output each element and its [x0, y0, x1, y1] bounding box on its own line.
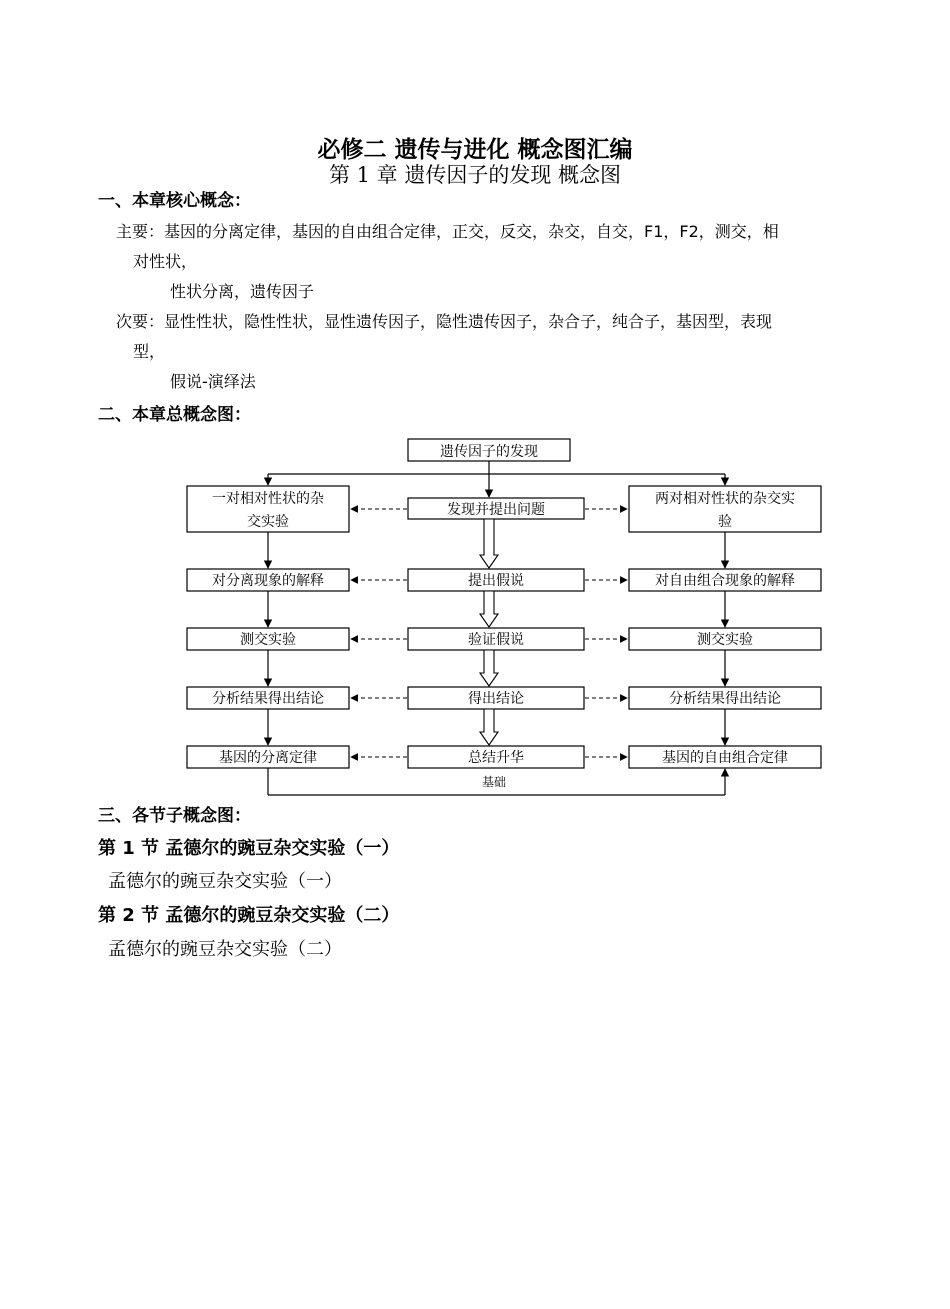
right-label-1a: 两对相对性状的杂交实	[655, 491, 795, 507]
left-label-5: 基因的分离定律	[219, 750, 317, 766]
center-label-3: 验证假说	[468, 632, 524, 648]
main-concepts-line3: 性状分离，遗传因子	[170, 282, 315, 301]
left-label-2: 对分离现象的解释	[212, 573, 324, 589]
document-title: 必修二 遗传与进化 概念图汇编	[317, 136, 633, 163]
left-label-3: 测交实验	[240, 632, 296, 648]
subsection1-heading: 第 1 节 孟德尔的豌豆杂交实验（一）	[98, 838, 400, 859]
minor-concepts-line2: 型，	[133, 342, 166, 361]
center-label-1: 发现并提出问题	[447, 502, 545, 518]
left-label-1b: 交实验	[247, 514, 289, 530]
section3-heading: 三、各节子概念图：	[98, 806, 251, 826]
right-label-1b: 验	[718, 514, 732, 530]
right-label-3: 测交实验	[697, 632, 753, 648]
main-concepts-line1: 主要：基因的分离定律，基因的自由组合定律，正交，反交，杂交，自交，F1，F2，测交，相	[116, 222, 779, 241]
center-label-2: 提出假说	[468, 573, 524, 589]
section1-heading: 一、本章核心概念：	[98, 191, 251, 211]
right-label-4: 分析结果得出结论	[669, 691, 781, 707]
subsection2-heading: 第 2 节 孟德尔的豌豆杂交实验（二）	[98, 905, 400, 926]
base-label: 基础	[481, 775, 507, 789]
section2-heading: 二、本章总概念图：	[98, 405, 251, 425]
minor-concepts-line1: 次要：显性性状，隐性性状，显性遗传因子，隐性遗传因子，杂合子，纯合子，基因型，表现	[116, 312, 773, 331]
right-label-2: 对自由组合现象的解释	[655, 573, 795, 589]
center-label-5: 总结升华	[468, 750, 524, 766]
center-label-4: 得出结论	[468, 691, 524, 707]
left-label-1a: 一对相对性状的杂	[212, 491, 324, 507]
subsection1-text: 孟德尔的豌豆杂交实验（一）	[108, 871, 342, 892]
chapter-subtitle: 第 1 章 遗传因子的发现 概念图	[328, 163, 622, 187]
main-concepts-line2: 对性状，	[133, 252, 198, 271]
right-label-5: 基因的自由组合定律	[662, 750, 788, 766]
top-node-label: 遗传因子的发现	[440, 444, 538, 460]
subsection2-text: 孟德尔的豌豆杂交实验（二）	[108, 939, 342, 960]
left-label-4: 分析结果得出结论	[212, 691, 324, 707]
minor-concepts-line3: 假说-演绎法	[170, 372, 256, 391]
